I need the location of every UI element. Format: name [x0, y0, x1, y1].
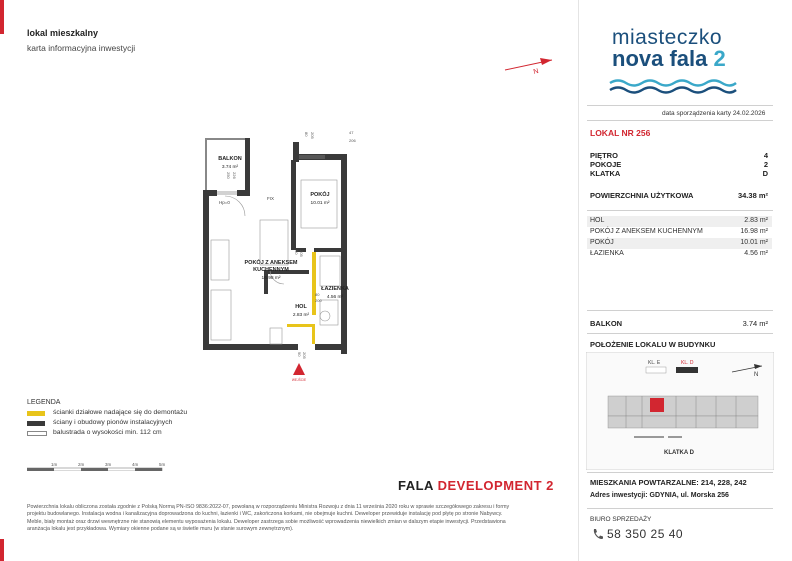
- phone-icon: [592, 528, 603, 540]
- area-hol: 2.83 m²: [292, 313, 310, 318]
- floor-plan: [175, 120, 385, 385]
- divider: [587, 310, 773, 311]
- site-label-e: KL. E: [648, 360, 661, 366]
- balcony-label: BALKON: [590, 319, 623, 328]
- divider: [587, 210, 773, 211]
- dim-9: 80: [304, 132, 309, 137]
- scale-tick: 1m: [51, 462, 58, 467]
- legend-swatch-dark: [27, 421, 45, 426]
- north-label: N: [532, 67, 540, 76]
- area-aneks: 16.98 m²: [261, 276, 281, 281]
- area-pokoj: 10.01 m²: [310, 201, 330, 206]
- label-fix: FIX: [267, 196, 275, 201]
- dim-7: 47: [349, 130, 354, 135]
- divider: [587, 508, 773, 509]
- site-north-label: N: [754, 372, 759, 378]
- dim-10: 205: [310, 132, 315, 139]
- label-balkon: BALKON: [218, 156, 242, 162]
- room-row: HOL 2.83 m²: [587, 216, 772, 227]
- label-lazienka: ŁAZIENKA: [321, 286, 349, 292]
- label-aneks-1: POKÓJ Z ANEKSEM: [244, 260, 298, 266]
- dim-5: 90: [294, 250, 299, 255]
- room-row: ŁAZIENKA 4.56 m²: [590, 250, 768, 257]
- stair-label: KLATKA: [590, 169, 621, 178]
- scale-bar: [27, 461, 167, 471]
- room-row: POKÓJ Z ANEKSEM KUCHENNYM 16.98 m²: [590, 228, 768, 235]
- label-hp: Hp=0: [219, 200, 230, 205]
- divider: [587, 105, 773, 106]
- scale-tick: 2m: [78, 462, 85, 467]
- accent-bar-top: [0, 0, 4, 34]
- scale-tick: 3m: [105, 462, 112, 467]
- duplicate-units: MIESZKANIA POWTARZALNE: 214, 228, 242: [590, 478, 747, 487]
- office-label: BIURO SPRZEDAŻY: [590, 516, 652, 523]
- divider: [587, 333, 773, 334]
- floor-value: 4: [763, 151, 768, 160]
- dim-11: 250: [226, 172, 231, 179]
- area-label: POWIERZCHNIA UŻYTKOWA: [590, 191, 694, 200]
- stair-value: D: [762, 169, 768, 178]
- legend-swatch-rail: [27, 431, 47, 436]
- legend-title: LEGENDA: [27, 399, 61, 406]
- dim-4: 205: [302, 352, 307, 359]
- label-hol: HOL: [295, 304, 307, 310]
- entrance-label: WEJŚCIE: [291, 378, 307, 382]
- rooms-label: POKOJE: [590, 160, 622, 169]
- dim-8: 206: [349, 138, 356, 143]
- room-row: POKÓJ 10.01 m²: [587, 238, 772, 249]
- card-date: data sporządzenia karty 24.02.2026: [662, 110, 766, 117]
- dim-1: 80: [315, 292, 320, 297]
- dim-2: 200: [315, 298, 322, 303]
- waves-icon: [608, 78, 738, 94]
- accent-bar-bottom: [0, 539, 4, 561]
- label-pokoj: POKÓJ: [310, 192, 330, 198]
- phone-number[interactable]: 58 350 25 40: [607, 527, 684, 541]
- unit-highlight: [650, 398, 664, 412]
- unit-title: LOKAL NR 256: [590, 128, 651, 138]
- legend-swatch-yellow: [27, 411, 45, 416]
- logo-line2: nova fala 2: [612, 46, 726, 71]
- site-label-d: KL. D: [681, 360, 694, 366]
- rooms-value: 2: [763, 160, 768, 169]
- site-plan: [586, 352, 774, 470]
- document-subtitle: karta informacyjna inwestycji: [27, 43, 136, 53]
- developer-logo: FALA DEVELOPMENT 2: [398, 478, 554, 493]
- dim-12: 226: [232, 172, 237, 179]
- label-aneks-2: KUCHENNYM: [253, 267, 289, 273]
- area-value: 34.38 m²: [737, 191, 768, 200]
- site-stair-caption: KLATKA D: [664, 450, 694, 456]
- balcony-value: 3.74 m²: [742, 319, 768, 328]
- dim-6: 205: [299, 250, 304, 257]
- divider: [587, 120, 773, 121]
- area-lazienka: 4.56 m²: [326, 295, 344, 300]
- entrance-arrow-icon: [293, 363, 305, 375]
- dim-3: 90: [297, 352, 302, 357]
- logo-line1: miasteczko: [612, 26, 723, 49]
- disclaimer: Powierzchnia lokalu obliczona została zgodnie z Polską Normą PN-ISO 9836:2022-07, powołaną w rozporządzeniu Ministra Rozwoju z dnia 11 września 2020 roku w sprawie szczegółowego zakresu i formy projektu budowlanego. Instalacja wodna i kanalizacyjna doprowadzona do kuchni, łazienki i WC, zakończona korkami, nie obejmuje kuchni. Deweloper przewiduje instalację pod płytę po stronie Nabywcy. Meble, biały montaż oraz drzwi wewnętrzne nie stanowią elementu wyposażenia lokalu. Deweloper zastrzega sobie możliwość wprowadzenia niewielkich zmian w dalszym etapie inwestycji. Przedstawiona aranżacja lokalu jest przykładowa. Wymiary okienne podane są w świetle muru (w stanie surowym zewnętrznym).: [27, 504, 510, 532]
- area-balkon: 3.74 m²: [221, 165, 239, 170]
- scale-tick: 5m: [159, 462, 166, 467]
- location-label: POŁOŻENIE LOKALU W BUDYNKU: [590, 340, 716, 349]
- divider: [587, 472, 773, 473]
- document-title: lokal mieszkalny: [27, 28, 99, 38]
- north-arrow-icon: [500, 52, 560, 78]
- floor-label: PIĘTRO: [590, 151, 618, 160]
- address: Adres inwestycji: GDYNIA, ul. Morska 256: [590, 492, 729, 499]
- scale-tick: 4m: [132, 462, 139, 467]
